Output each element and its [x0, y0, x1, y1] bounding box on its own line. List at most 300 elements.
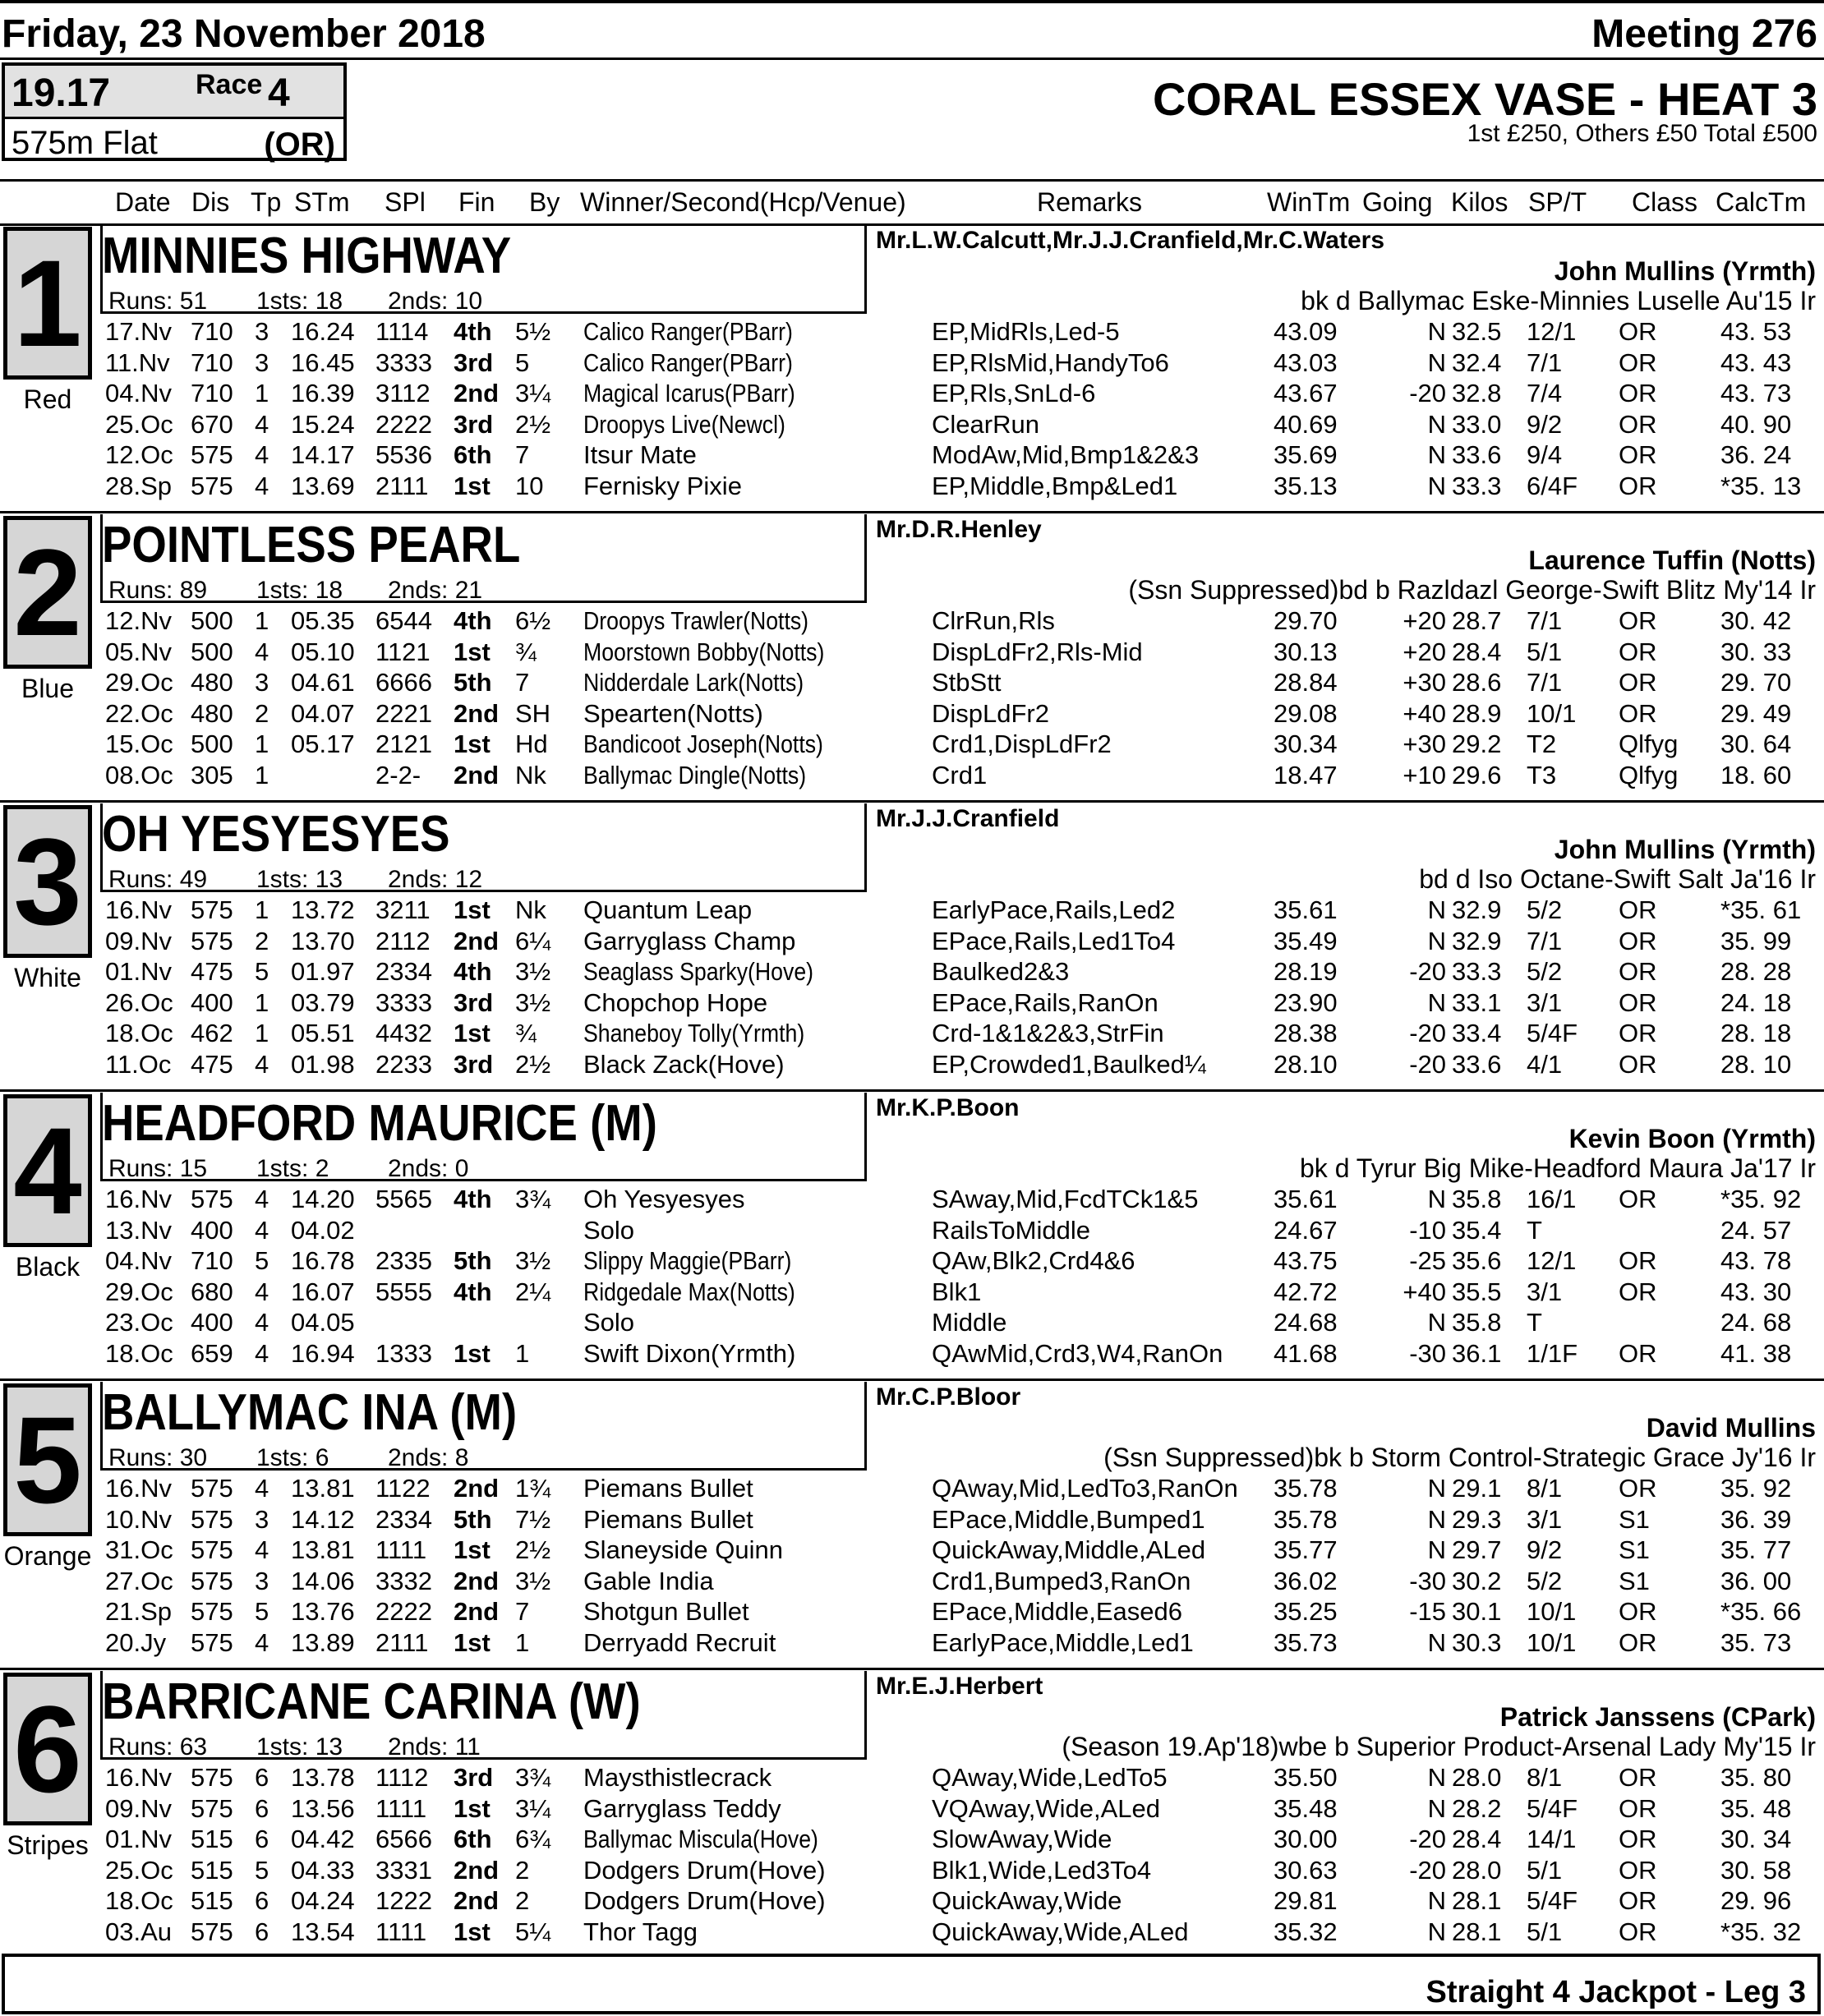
form-winner: Dodgers Drum(Hove)	[583, 1855, 826, 1885]
form-sp: 3/1	[1527, 987, 1563, 1017]
race-time: 19.17	[12, 71, 111, 115]
form-kilos: 29.7	[1452, 1535, 1502, 1564]
form-class: OR	[1619, 895, 1657, 924]
form-wintime: 28.84	[1274, 668, 1338, 697]
form-sectional: 05.10	[291, 637, 355, 666]
form-date: 05.Nv	[105, 637, 172, 666]
form-date: 03.Au	[105, 1917, 173, 1946]
top-rule	[0, 0, 1824, 3]
form-sp: 10/1	[1527, 1597, 1577, 1626]
race-date: Friday, 23 November 2018	[2, 12, 486, 56]
form-calctime: 35. 92	[1720, 1474, 1792, 1503]
form-kilos: 29.2	[1452, 730, 1502, 758]
form-going: N	[1427, 1474, 1446, 1503]
form-row	[0, 1339, 1824, 1369]
form-winner: Itsur Mate	[583, 440, 697, 469]
form-row	[0, 1308, 1824, 1338]
firsts-count: 1sts: 18	[256, 288, 343, 315]
form-sp: 10/1	[1527, 1627, 1577, 1657]
form-calctime: 35. 48	[1720, 1793, 1792, 1823]
form-remarks: StbStt	[932, 668, 1002, 697]
form-date: 25.Oc	[105, 409, 173, 439]
form-calctime: 35. 99	[1720, 926, 1792, 955]
form-split: 6566	[375, 1825, 432, 1853]
form-dis: 475	[191, 957, 233, 986]
form-going: N	[1427, 1308, 1446, 1337]
form-date: 11.Oc	[105, 1049, 172, 1079]
trap-number: 6	[13, 1680, 82, 1818]
form-remarks: QAway,Wide,LedTo5	[932, 1763, 1168, 1792]
form-finish: 3rd	[454, 987, 494, 1017]
form-sp: 12/1	[1527, 317, 1577, 346]
col-dis: Dis	[191, 187, 230, 217]
form-trap: 6	[255, 1793, 269, 1823]
form-sp: 4/1	[1527, 1049, 1563, 1079]
trainer: John Mullins (Yrmth)	[1554, 256, 1816, 286]
form-trap: 4	[255, 1338, 269, 1368]
form-date: 12.Nv	[105, 606, 172, 635]
dog-name: BARRICANE CARINA (W)	[102, 1673, 641, 1730]
seconds-count: 2nds: 11	[388, 1733, 481, 1761]
form-row	[0, 1535, 1824, 1566]
form-finish: 4th	[454, 606, 492, 635]
form-finish: 3rd	[454, 1049, 494, 1079]
form-row	[0, 1856, 1824, 1886]
form-dis: 500	[191, 730, 233, 758]
form-split: 2221	[375, 698, 432, 728]
form-wintime: 28.19	[1274, 957, 1338, 986]
form-class: OR	[1619, 1597, 1657, 1626]
form-trap: 6	[255, 1763, 269, 1792]
form-sectional: 13.69	[291, 471, 355, 500]
runs-count: Runs: 51	[108, 288, 208, 315]
form-wintime: 42.72	[1274, 1277, 1338, 1306]
form-sectional: 05.35	[291, 606, 355, 635]
form-calctime: *35. 32	[1720, 1917, 1802, 1946]
form-finish: 5th	[454, 1246, 492, 1275]
owner: Mr.L.W.Calcutt,Mr.J.J.Cranfield,Mr.C.Waters	[876, 227, 1385, 254]
owner: Mr.E.J.Herbert	[876, 1673, 1043, 1700]
form-kilos: 28.2	[1452, 1793, 1502, 1823]
form-row	[0, 895, 1824, 926]
form-calctime: 43. 53	[1720, 317, 1792, 346]
form-by: 2	[515, 1886, 530, 1915]
runs-count: Runs: 49	[108, 866, 208, 893]
form-calctime: 30. 34	[1720, 1825, 1792, 1853]
form-date: 16.Nv	[105, 1474, 172, 1503]
form-kilos: 30.2	[1452, 1566, 1502, 1595]
form-dis: 480	[191, 698, 233, 728]
form-row	[0, 1474, 1824, 1504]
seconds-count: 2nds: 10	[388, 288, 483, 315]
form-going: N	[1427, 1793, 1446, 1823]
form-row	[0, 637, 1824, 668]
form-calctime: *35. 61	[1720, 895, 1802, 924]
form-finish: 2nd	[454, 1474, 500, 1503]
form-dis: 575	[191, 1627, 233, 1657]
form-remarks: EPace,Middle,Bumped1	[932, 1504, 1205, 1534]
form-kilos: 35.4	[1452, 1215, 1502, 1245]
form-sectional: 16.45	[291, 348, 355, 377]
form-sp: 5/4F	[1527, 1019, 1578, 1047]
form-date: 21.Sp	[105, 1597, 173, 1626]
form-remarks: DispLdFr2	[932, 698, 1049, 728]
form-row	[0, 730, 1824, 760]
form-dis: 575	[191, 1763, 233, 1792]
form-sectional: 13.81	[291, 1474, 355, 1503]
form-row	[0, 379, 1824, 409]
form-winner: Solo	[583, 1308, 635, 1337]
form-going: -25	[1409, 1246, 1446, 1275]
form-sp: 5/2	[1527, 957, 1563, 986]
form-split: 2222	[375, 409, 432, 439]
form-wintime: 35.32	[1274, 1917, 1338, 1946]
form-finish: 1st	[454, 471, 491, 500]
form-by: 3¼	[515, 379, 551, 407]
form-wintime: 35.78	[1274, 1474, 1338, 1503]
form-dis: 475	[191, 1049, 233, 1079]
form-finish: 3rd	[454, 348, 494, 377]
form-remarks: QuickAway,Middle,ALed	[932, 1535, 1206, 1564]
form-winner: Fernisky Pixie	[583, 471, 742, 500]
form-winner: Maysthistlecrack	[583, 1763, 772, 1792]
form-by: 3¾	[515, 1763, 551, 1792]
form-calctime: 28. 18	[1720, 1019, 1792, 1047]
form-remarks: QAway,Mid,LedTo3,RanOn	[932, 1474, 1238, 1503]
form-winner: Bandicoot Joseph(Notts)	[583, 730, 823, 758]
form-row	[0, 1628, 1824, 1659]
runner-divider	[0, 511, 1824, 513]
form-wintime: 35.61	[1274, 895, 1338, 924]
form-sectional: 04.24	[291, 1886, 355, 1915]
form-winner: Piemans Bullet	[583, 1474, 753, 1503]
form-wintime: 24.68	[1274, 1308, 1338, 1337]
form-sp: 7/1	[1527, 926, 1563, 955]
form-dis: 305	[191, 760, 233, 789]
form-winner: Spearten(Notts)	[583, 698, 763, 728]
form-trap: 3	[255, 348, 269, 377]
form-calctime: 30. 58	[1720, 1855, 1792, 1885]
form-dis: 400	[191, 987, 233, 1017]
trap-number: 1	[13, 234, 82, 372]
form-dis: 710	[191, 317, 233, 346]
form-row	[0, 410, 1824, 440]
footer-text: Straight 4 Jackpot - Leg 3	[1426, 1975, 1806, 2009]
trainer: Patrick Janssens (CPark)	[1499, 1702, 1816, 1732]
form-kilos: 28.0	[1452, 1855, 1502, 1885]
form-kilos: 33.3	[1452, 957, 1502, 986]
form-sp: 7/1	[1527, 668, 1563, 697]
form-dis: 680	[191, 1277, 233, 1306]
form-row	[0, 1886, 1824, 1917]
form-row	[0, 440, 1824, 471]
form-calctime: 18. 60	[1720, 760, 1792, 789]
form-row	[0, 1505, 1824, 1535]
form-sp: 5/1	[1527, 1855, 1563, 1885]
form-class: OR	[1619, 1049, 1657, 1079]
form-row	[0, 1246, 1824, 1277]
form-wintime: 35.77	[1274, 1535, 1338, 1564]
form-split: 1111	[375, 1793, 427, 1823]
form-sp: 3/1	[1527, 1504, 1563, 1534]
form-by: 2	[515, 1855, 530, 1885]
form-winner: Ridgedale Max(Notts)	[583, 1277, 795, 1306]
form-date: 22.Oc	[105, 698, 173, 728]
form-sp: 3/1	[1527, 1277, 1563, 1306]
form-remarks: Baulked2&3	[932, 957, 1070, 986]
form-date: 18.Oc	[105, 1338, 173, 1368]
form-trap: 4	[255, 440, 269, 469]
form-split: 2121	[375, 730, 432, 758]
col-remarks: Remarks	[1037, 187, 1143, 217]
form-trap: 4	[255, 409, 269, 439]
form-sectional: 13.56	[291, 1793, 355, 1823]
form-finish: 2nd	[454, 379, 500, 407]
form-sectional: 04.42	[291, 1825, 355, 1853]
form-split: 5555	[375, 1277, 432, 1306]
form-by: 3¾	[515, 1185, 551, 1213]
form-remarks: EP,Middle,Bmp&Led1	[932, 471, 1178, 500]
form-remarks: Crd1,Bumped3,RanOn	[932, 1566, 1191, 1595]
runs-count: Runs: 30	[108, 1444, 208, 1471]
form-by: 3½	[515, 1566, 551, 1595]
form-trap: 4	[255, 471, 269, 500]
form-sp: 5/1	[1527, 637, 1563, 666]
form-remarks: EP,Rls,SnLd-6	[932, 379, 1096, 407]
form-going: N	[1427, 895, 1446, 924]
runner-block	[0, 1093, 1824, 1382]
form-class: OR	[1619, 1019, 1657, 1047]
form-by: 6¼	[515, 926, 551, 955]
form-kilos: 30.1	[1452, 1597, 1502, 1626]
form-going: N	[1427, 317, 1446, 346]
form-calctime: 29. 49	[1720, 698, 1792, 728]
form-going: N	[1427, 1917, 1446, 1946]
form-wintime: 43.67	[1274, 379, 1338, 407]
form-by: 3½	[515, 987, 551, 1017]
header-rule	[0, 58, 1824, 60]
form-row	[0, 927, 1824, 957]
form-split: 1112	[375, 1763, 429, 1792]
form-kilos: 32.5	[1452, 317, 1502, 346]
form-split: 1222	[375, 1886, 432, 1915]
form-class: OR	[1619, 606, 1657, 635]
meeting-number: Meeting 276	[1591, 12, 1817, 56]
form-remarks: VQAway,Wide,ALed	[932, 1793, 1160, 1823]
form-sp: 8/1	[1527, 1763, 1563, 1792]
form-sp: 16/1	[1527, 1185, 1577, 1213]
form-kilos: 33.0	[1452, 409, 1502, 439]
form-by: 7	[515, 668, 530, 697]
form-date: 08.Oc	[105, 760, 173, 789]
form-dis: 575	[191, 1535, 233, 1564]
form-winner: Nidderdale Lark(Notts)	[583, 668, 804, 697]
form-trap: 3	[255, 317, 269, 346]
form-remarks: QAw,Blk2,Crd4&6	[932, 1246, 1135, 1275]
form-sp: 7/1	[1527, 348, 1563, 377]
form-by: 7	[515, 440, 530, 469]
form-split: 2111	[375, 471, 429, 500]
form-winner: Derryadd Recruit	[583, 1627, 776, 1657]
form-by: 3¼	[515, 1793, 551, 1823]
seconds-count: 2nds: 0	[388, 1155, 469, 1182]
form-sectional: 04.02	[291, 1215, 355, 1245]
form-trap: 4	[255, 1535, 269, 1564]
form-date: 23.Oc	[105, 1308, 173, 1337]
form-split: 1111	[375, 1535, 427, 1564]
form-split: 5565	[375, 1185, 432, 1213]
form-finish: 1st	[454, 1917, 491, 1946]
runs-count: Runs: 89	[108, 577, 208, 604]
form-finish: 1st	[454, 1019, 491, 1047]
runner-block	[0, 514, 1824, 803]
form-calctime: 36. 39	[1720, 1504, 1792, 1534]
form-calctime: 29. 96	[1720, 1886, 1792, 1915]
form-calctime: 36. 24	[1720, 440, 1792, 469]
form-date: 16.Nv	[105, 895, 172, 924]
trap-number: 2	[13, 523, 82, 661]
race-prizes: 1st £250, Others £50 Total £500	[1467, 120, 1817, 147]
form-dis: 575	[191, 1185, 233, 1213]
form-trap: 4	[255, 1627, 269, 1657]
form-finish: 1st	[454, 1793, 491, 1823]
form-dis: 500	[191, 606, 233, 635]
form-kilos: 29.3	[1452, 1504, 1502, 1534]
form-row	[0, 1763, 1824, 1793]
form-dis: 575	[191, 926, 233, 955]
form-split: 3331	[375, 1855, 432, 1885]
trap-colour: Blue	[21, 674, 75, 703]
form-going: +40	[1403, 698, 1446, 728]
form-remarks: QuickAway,Wide,ALed	[932, 1917, 1189, 1946]
runner-divider	[0, 800, 1824, 803]
form-going: N	[1427, 987, 1446, 1017]
form-finish: 6th	[454, 440, 492, 469]
form-class: OR	[1619, 379, 1657, 407]
form-row	[0, 348, 1824, 379]
form-dis: 575	[191, 471, 233, 500]
owner: Mr.D.R.Henley	[876, 516, 1042, 543]
form-by: 2½	[515, 1049, 551, 1079]
form-sectional: 16.39	[291, 379, 355, 407]
form-class: S1	[1619, 1566, 1650, 1595]
form-split: 3211	[375, 895, 431, 924]
form-class: OR	[1619, 1917, 1657, 1946]
form-class: OR	[1619, 926, 1657, 955]
form-going: -30	[1409, 1566, 1446, 1595]
form-trap: 4	[255, 637, 269, 666]
form-date: 27.Oc	[105, 1566, 173, 1595]
form-row	[0, 1567, 1824, 1597]
form-wintime: 28.38	[1274, 1019, 1338, 1047]
form-dis: 659	[191, 1338, 233, 1368]
form-kilos: 32.9	[1452, 926, 1502, 955]
form-calctime: *35. 92	[1720, 1185, 1802, 1213]
form-calctime: 36. 00	[1720, 1566, 1792, 1595]
form-sp: 6/4F	[1527, 471, 1578, 500]
form-winner: Piemans Bullet	[583, 1504, 753, 1534]
form-sp: 7/1	[1527, 606, 1563, 635]
form-finish: 1st	[454, 1338, 491, 1368]
form-trap: 3	[255, 1504, 269, 1534]
form-dis: 670	[191, 409, 233, 439]
form-row	[0, 1216, 1824, 1246]
form-kilos: 33.6	[1452, 440, 1502, 469]
form-by: 1	[515, 1627, 530, 1657]
form-sectional: 14.17	[291, 440, 355, 469]
form-trap: 6	[255, 1917, 269, 1946]
form-dis: 575	[191, 1566, 233, 1595]
form-class: OR	[1619, 1185, 1657, 1213]
form-sectional: 14.12	[291, 1504, 355, 1534]
form-remarks: EarlyPace,Middle,Led1	[932, 1627, 1194, 1657]
form-going: -10	[1409, 1215, 1446, 1245]
form-split: 1111	[375, 1917, 427, 1946]
form-class: OR	[1619, 1763, 1657, 1792]
form-calctime: 43. 30	[1720, 1277, 1792, 1306]
form-sectional: 13.54	[291, 1917, 355, 1946]
form-calctime: *35. 13	[1720, 471, 1802, 500]
form-split: 2233	[375, 1049, 432, 1079]
form-dis: 400	[191, 1215, 233, 1245]
col-fin: Fin	[458, 187, 495, 217]
form-class: OR	[1619, 668, 1657, 697]
form-sp: 5/4F	[1527, 1793, 1578, 1823]
form-trap: 4	[255, 1215, 269, 1245]
form-trap: 6	[255, 1886, 269, 1915]
breeding: bk d Ballymac Eske-Minnies Luselle Au'15 Ir	[1301, 286, 1816, 315]
form-going: +20	[1403, 637, 1446, 666]
form-remarks: Crd-1&1&2&3,StrFin	[932, 1019, 1164, 1047]
form-dis: 515	[191, 1855, 233, 1885]
form-sectional: 16.78	[291, 1246, 355, 1275]
form-sp: 5/2	[1527, 1566, 1563, 1595]
footer-box	[2, 1954, 1821, 2014]
form-going: -20	[1409, 1049, 1446, 1079]
form-wintime: 36.02	[1274, 1566, 1338, 1595]
form-wintime: 29.81	[1274, 1886, 1338, 1915]
form-winner: Gable India	[583, 1566, 714, 1595]
form-remarks: Crd1	[932, 760, 988, 789]
form-remarks: EP,Crowded1,Baulked¼	[932, 1049, 1206, 1079]
form-kilos: 33.3	[1452, 471, 1502, 500]
form-by: 7	[515, 1597, 530, 1626]
form-going: N	[1427, 1627, 1446, 1657]
form-trap: 3	[255, 1566, 269, 1595]
form-wintime: 29.08	[1274, 698, 1338, 728]
form-date: 11.Nv	[105, 348, 170, 377]
form-split: 3333	[375, 987, 432, 1017]
form-wintime: 23.90	[1274, 987, 1338, 1017]
form-sectional: 16.07	[291, 1277, 355, 1306]
form-winner: Droopys Trawler(Notts)	[583, 606, 809, 635]
form-row	[0, 699, 1824, 730]
form-class: OR	[1619, 348, 1657, 377]
form-sectional: 04.07	[291, 698, 355, 728]
form-dis: 575	[191, 895, 233, 924]
form-date: 15.Oc	[105, 730, 173, 758]
form-split: 1122	[375, 1474, 431, 1503]
form-date: 04.Nv	[105, 1246, 172, 1275]
form-wintime: 43.09	[1274, 317, 1338, 346]
form-winner: Black Zack(Hove)	[583, 1049, 785, 1079]
form-sp: 14/1	[1527, 1825, 1577, 1853]
dog-name: OH YESYESYES	[102, 806, 450, 863]
runner-divider	[0, 1668, 1824, 1670]
col-date: Date	[115, 187, 171, 217]
form-row	[0, 1019, 1824, 1049]
form-kilos: 33.4	[1452, 1019, 1502, 1047]
